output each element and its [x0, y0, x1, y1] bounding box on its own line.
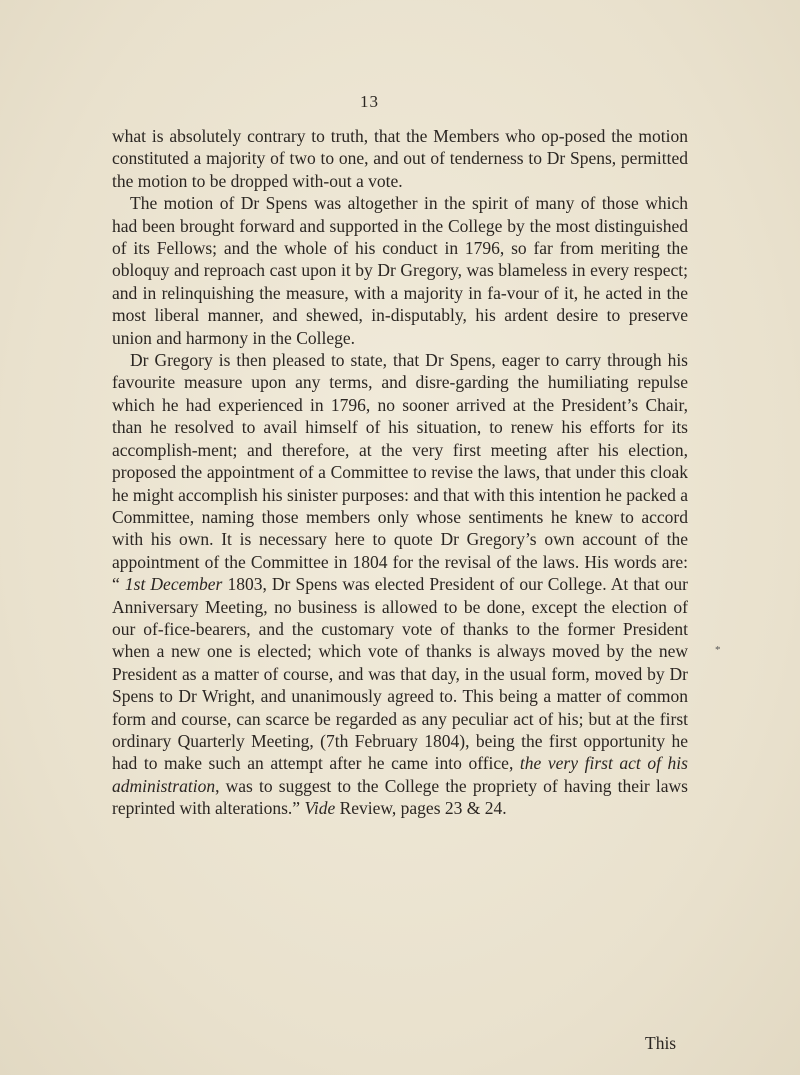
paragraph-3-part-a: Dr Gregory is then pleased to state, that Dr Spens, eager to carry through his favourite measure upon any terms, and disre-garding the humiliating repulse which he had experienced in 1796, no sooner arrived at the President’s Chair, than he resolved to avail himself of his situation, to renew his efforts for its accomplish-ment; and therefore, at the very first meeting after his election, proposed the appointment of a Committee to revise the laws, that under this cloak he might accomplish his sinister purposes: and that with this intention he packed a Committee, naming those members only whose sentiments he knew to accord with his own. It is necessary here to quote Dr Gregory’s own account of the appointment of the Committee in 1804 for the revisal of the laws. His words are: “	[112, 350, 688, 595]
date-italic: 1st December	[124, 574, 223, 595]
emphasis-italic: the very first act of his administration	[112, 753, 688, 796]
paragraph-3	[112, 349, 688, 820]
paragraph-2: The motion of Dr Spens was altogether in the spirit of many of those which had been brought forward and supported in the College by the most distinguished of its Fellows; and the whole of his conduct in 1796, so far from meriting the obloquy and reproach cast upon it by Dr Gregory, was blameless in every respect; and in relinquishing the measure, with a majority in fa-vour of it, he acted in the most liberal manner, and shewed, in-disputably, his ardent desire to preserve union and harmony in the College.	[112, 193, 688, 348]
page-number: 13	[360, 92, 379, 111]
paragraph-3-part-g: Review, pages 23 & 24.	[335, 798, 507, 819]
paragraph-3-part-e: , was to suggest to the College the propriety of having their laws reprinted with alterations.”	[112, 775, 688, 819]
paragraph-1: what is absolutely contrary to truth, that the Members who op-posed the motion constituted a majority of two to one, and out of tenderness to Dr Spens, permitted the motion to be dropped with-out a vote.	[112, 126, 688, 191]
paragraph-3-part-c: 1803, Dr Spens was elected President of our College. At that our Anniversary Meeting, no business is allowed to be done, except the election of our of-fice-bearers, and the customary vote of thanks to the former President when a new one is elected; which vote of thanks is always moved by the new President as a matter of course, and was that day, in the usual form, moved by Dr Spens to Dr Wright, and unanimously agreed to. This being a matter of common form and course, can scarce be regarded as any peculiar act of his; but at the first ordinary Quarterly Meeting, (7th February 1804), being the first opportunity he had to make such an attempt after he came into office,	[112, 574, 688, 774]
vide-italic: Vide	[304, 798, 336, 819]
catchword: This	[645, 1033, 677, 1053]
margin-mark: *	[715, 644, 721, 656]
body-text	[112, 125, 688, 820]
